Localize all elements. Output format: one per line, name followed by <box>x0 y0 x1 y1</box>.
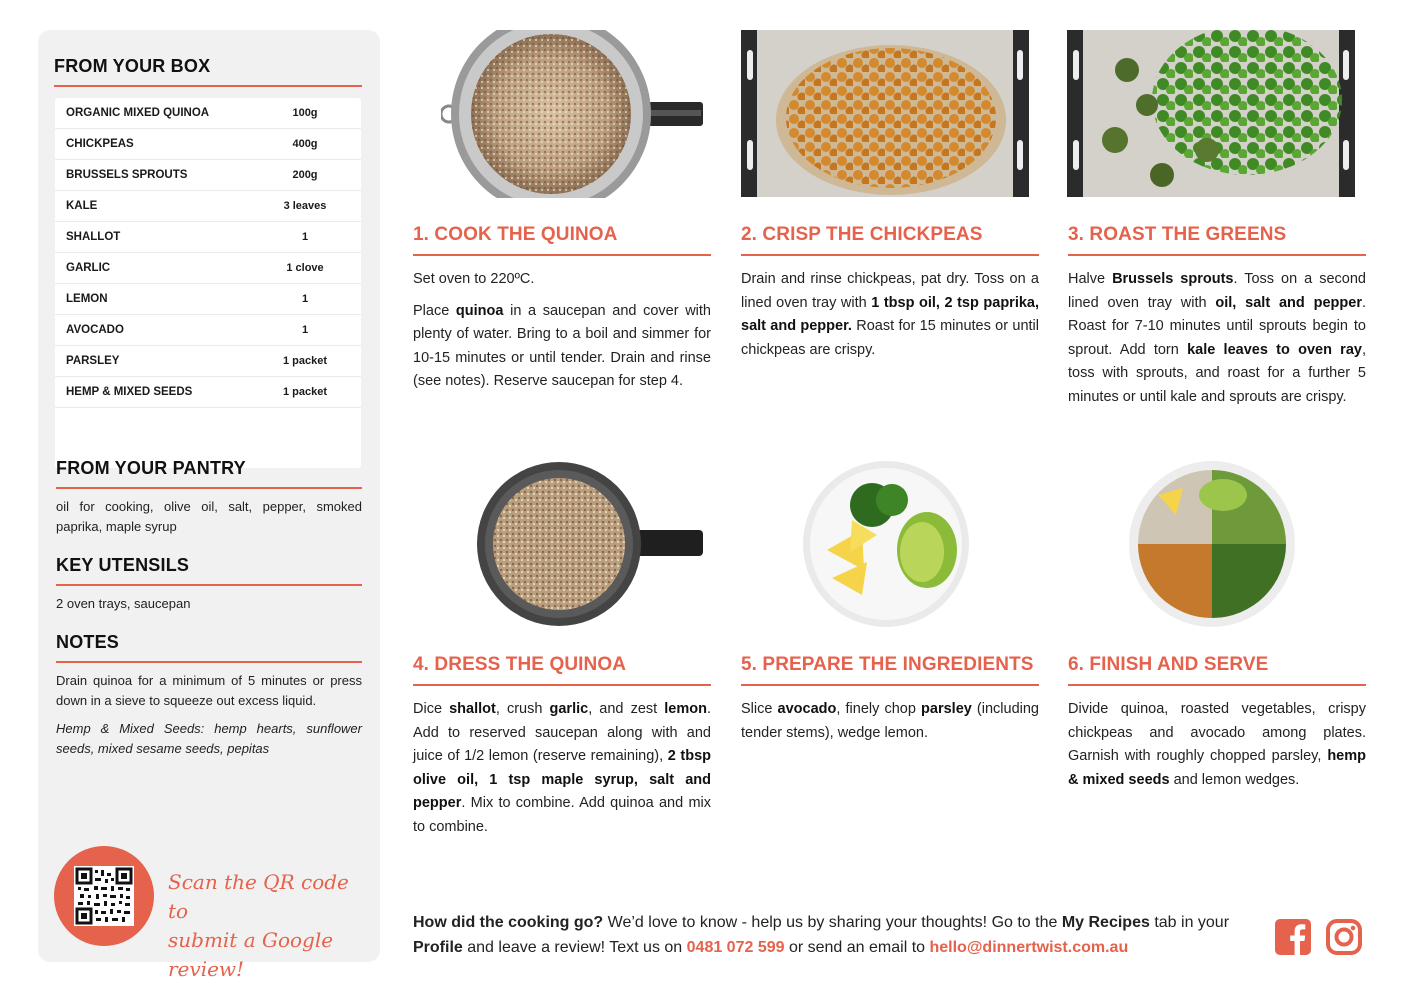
step-paragraph <box>741 268 1039 362</box>
ingredient-quantity: 1 <box>301 231 309 243</box>
instruction-text: . Add to reserved saucepan along with and juice of 1/2 lemon (reserve remaining), <box>413 701 711 764</box>
key-utensils-section <box>56 555 362 614</box>
qr-code-badge[interactable] <box>54 846 154 946</box>
chickpeas-tray-photo <box>741 30 1029 197</box>
step-divider <box>413 684 711 686</box>
table-row <box>55 253 361 284</box>
bold-ingredient-text: kale leaves to oven ray <box>1187 341 1362 358</box>
footer-text: or send an email to <box>784 939 930 956</box>
ingredient-name: BRUSSELS SPROUTS <box>66 169 188 181</box>
ingredient-name: SHALLOT <box>66 231 121 243</box>
instruction-text: (including tender stems), wedge lemon. <box>741 701 1039 741</box>
instruction-text: Roast for 15 minutes or until chickpeas are crispy. <box>741 318 1039 358</box>
step-3 <box>1068 224 1366 409</box>
phone-link[interactable]: 0481 072 599 <box>686 939 785 956</box>
ingredient-quantity: 1 <box>301 293 309 305</box>
table-row <box>55 377 361 408</box>
step-paragraph <box>413 300 711 394</box>
qr-code-icon[interactable] <box>74 866 134 926</box>
step-title: 6. FINISH AND SERVE <box>1068 654 1269 675</box>
instruction-text: . Roast for 7-10 minutes until sprouts begin to sprout. Add torn <box>1068 294 1366 358</box>
step-title: 2. CRISP THE CHICKPEAS <box>741 224 983 245</box>
served-plate-photo <box>1128 460 1296 628</box>
section-title: FROM YOUR PANTRY <box>56 458 246 478</box>
step-title: 1. COOK THE QUINOA <box>413 224 618 245</box>
section-divider <box>54 85 362 87</box>
ingredient-name: PARSLEY <box>66 355 120 367</box>
step-paragraph <box>1068 698 1366 792</box>
step-divider <box>741 254 1039 256</box>
step-divider <box>1068 254 1366 256</box>
table-row <box>55 284 361 315</box>
ingredient-name: AVOCADO <box>66 324 124 336</box>
step-paragraph <box>1068 268 1366 409</box>
ingredient-quantity: 3 leaves <box>283 200 327 212</box>
profile-link[interactable]: Profile <box>413 939 463 956</box>
instruction-text: , crush <box>495 701 550 717</box>
instruction-text: . Mix to combine. Add quinoa and mix to combine. <box>413 795 711 835</box>
ingredient-name: KALE <box>66 200 98 212</box>
bold-ingredient-text: parsley <box>921 701 972 717</box>
instruction-text: Slice <box>741 701 778 717</box>
bold-ingredient-text: Brussels sprouts <box>1112 271 1234 287</box>
instruction-text: Place <box>413 302 456 319</box>
instagram-icon[interactable] <box>1325 918 1363 956</box>
ingredient-name: ORGANIC MIXED QUINOA <box>66 107 210 119</box>
notes-italic-text: Hemp & Mixed Seeds: hemp hearts, sunflower seeds, mixed sesame seeds, pepitas <box>56 721 362 756</box>
table-row <box>55 160 361 191</box>
ingredient-quantity: 400g <box>292 138 318 150</box>
ingredient-quantity: 200g <box>292 169 318 181</box>
email-link[interactable]: hello@dinnertwist.com.au <box>929 939 1129 956</box>
ingredient-name: GARLIC <box>66 262 111 274</box>
ingredient-name: CHICKPEAS <box>66 138 134 150</box>
quinoa-saucepan-photo <box>441 30 703 198</box>
instruction-text: in a saucepan and cover with plenty of water. Bring to a boil and simmer for 10-15 minutes or until tender. Drain and rinse (see notes). Reserve saucepan for step 4. <box>413 302 711 389</box>
bold-ingredient-text: oil, salt and pepper <box>1215 294 1362 311</box>
table-row <box>55 98 361 129</box>
step-title: 5. PREPARE THE INGREDIENTS <box>741 654 1034 675</box>
section-title: NOTES <box>56 632 120 652</box>
instruction-text: Dice <box>413 701 450 717</box>
bold-ingredient-text: 2 tbsp olive oil, 1 tsp maple syrup, salt and pepper <box>413 748 711 811</box>
step-paragraph <box>413 268 711 292</box>
step-text <box>413 698 711 839</box>
qr-caption-line1: Scan the QR code to <box>168 870 349 923</box>
notes-section <box>56 632 362 759</box>
step-6 <box>1068 654 1366 792</box>
footer-text: and leave a review! Text us on <box>462 939 687 956</box>
ingredient-quantity: 1 clove <box>286 262 324 274</box>
from-your-box-section <box>54 56 362 87</box>
section-divider <box>56 661 362 663</box>
bold-ingredient-text: lemon <box>664 701 707 717</box>
section-title: KEY UTENSILS <box>56 555 190 575</box>
step-divider <box>413 254 711 256</box>
dressed-quinoa-pan-photo <box>475 460 703 628</box>
from-your-pantry-section <box>56 458 362 537</box>
bold-ingredient-text: 1 tbsp oil, 2 tsp paprika, salt and pepper. <box>741 294 1039 334</box>
instruction-text: , finely chop <box>836 701 922 717</box>
step-title: 4. DRESS THE QUINOA <box>413 654 627 675</box>
step-text <box>741 698 1039 745</box>
instruction-text: , toss with sprouts, and roast for a further 5 minutes or until kale and sprouts are crispy. <box>1068 341 1366 405</box>
step-paragraph <box>741 698 1039 745</box>
my-recipes-link[interactable]: My Recipes <box>1061 914 1150 931</box>
table-row <box>55 129 361 160</box>
ingredient-quantity: 1 packet <box>282 386 328 398</box>
bold-ingredient-text: garlic <box>549 701 589 717</box>
section-divider <box>56 584 362 586</box>
step-paragraph <box>413 698 711 839</box>
bold-ingredient-text: quinoa <box>455 302 504 319</box>
ingredients-plate-photo <box>802 460 970 628</box>
instruction-text: Halve <box>1068 271 1113 287</box>
qr-caption-line2: submit a Google review! <box>168 928 334 981</box>
footer-question: How did the cooking go? <box>413 914 604 931</box>
table-row <box>55 222 361 253</box>
step-text <box>1068 268 1366 409</box>
step-divider <box>741 684 1039 686</box>
greens-tray-photo <box>1067 30 1355 197</box>
instruction-text: , and zest <box>588 701 665 717</box>
step-text <box>413 268 711 394</box>
ingredient-name: LEMON <box>66 293 108 305</box>
footer-text: tab in your <box>1149 914 1230 931</box>
section-divider <box>56 487 362 489</box>
ingredient-name: HEMP & MIXED SEEDS <box>66 386 193 398</box>
ingredient-quantity: 100g <box>292 107 318 119</box>
ingredients-table <box>55 98 361 468</box>
notes-text: Drain quinoa for a minimum of 5 minutes or press down in a sieve to squeeze out excess liquid. <box>56 673 362 708</box>
step-divider <box>1068 684 1366 686</box>
step-text <box>1068 698 1366 792</box>
instruction-text: Set oven to 220ºC. <box>413 271 535 287</box>
facebook-icon[interactable] <box>1274 918 1312 956</box>
qr-caption <box>168 868 368 984</box>
table-row <box>55 191 361 222</box>
feedback-footer <box>413 910 1263 960</box>
step-4 <box>413 654 711 839</box>
utensils-text: 2 oven trays, saucepan <box>56 596 191 611</box>
footer-text: We’d love to know - help us by sharing your thoughts! Go to the <box>603 914 1062 931</box>
instruction-text: and lemon wedges. <box>1169 771 1300 788</box>
bold-ingredient-text: shallot <box>449 701 496 717</box>
pantry-text: oil for cooking, olive oil, salt, pepper, smoked paprika, maple syrup <box>56 499 362 534</box>
step-title: 3. ROAST THE GREENS <box>1068 224 1287 245</box>
step-text <box>741 268 1039 362</box>
bold-ingredient-text: hemp & mixed seeds <box>1068 748 1366 788</box>
sidebar-panel <box>38 30 380 981</box>
step-5 <box>741 654 1039 745</box>
ingredient-quantity: 1 packet <box>282 355 328 367</box>
ingredient-quantity: 1 <box>301 324 309 336</box>
instruction-text: Drain and rinse chickpeas, pat dry. Toss on a lined oven tray with <box>741 271 1039 311</box>
bold-ingredient-text: avocado <box>777 701 837 717</box>
instruction-text: . Toss on a second lined oven tray with <box>1068 271 1366 311</box>
step-1 <box>413 224 711 394</box>
step-2 <box>741 224 1039 362</box>
section-title: FROM YOUR BOX <box>54 56 211 76</box>
table-row <box>55 346 361 377</box>
table-row <box>55 315 361 346</box>
instruction-text: Divide quinoa, roasted vegetables, crispy chickpeas and avocado among plates. Garnish with roughly chopped parsley, <box>1068 701 1366 764</box>
